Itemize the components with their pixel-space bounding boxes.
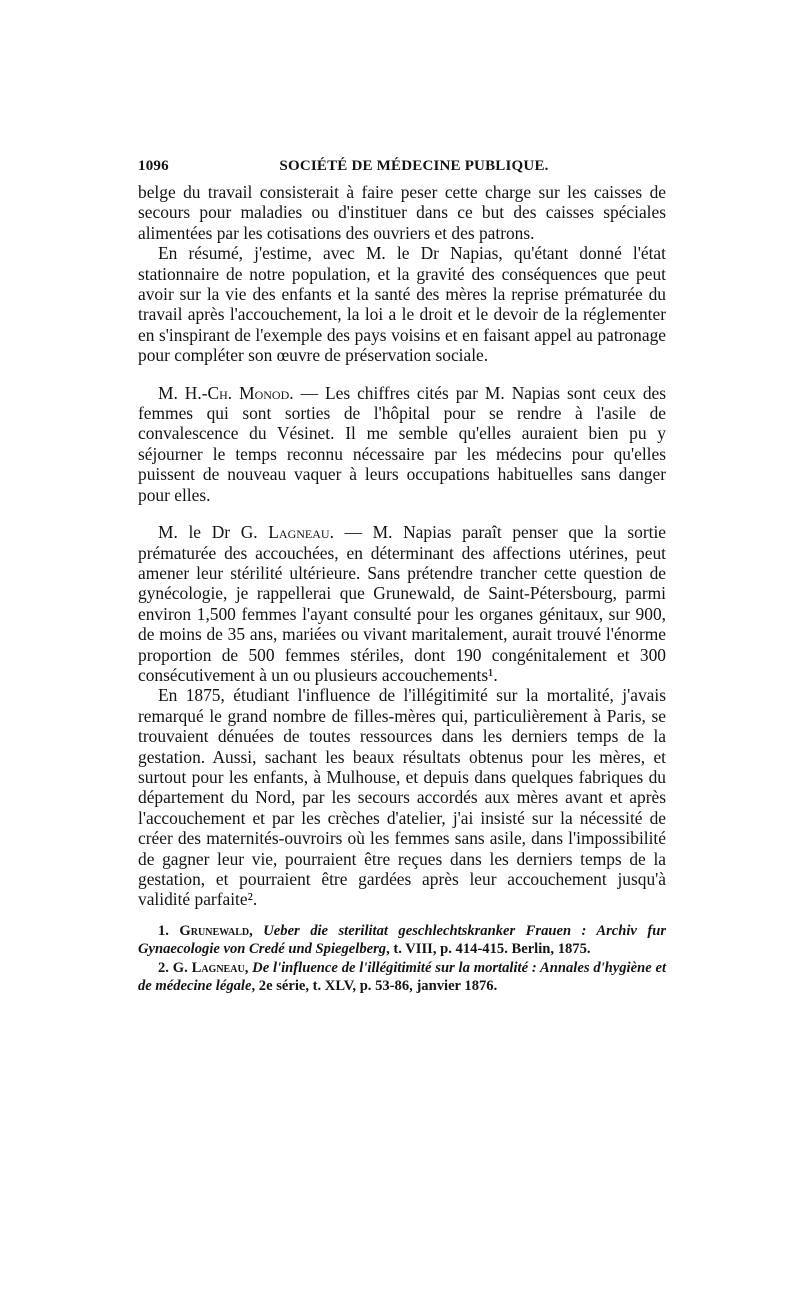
- speaker-prefix: M. le Dr G.: [158, 522, 269, 543]
- running-title: SOCIÉTÉ DE MÉDECINE PUBLIQUE.: [279, 158, 549, 174]
- paragraph-lagneau: [138, 522, 666, 685]
- footnote-1: [138, 923, 666, 959]
- body-text: [138, 182, 666, 910]
- footnote-reference: , t. VIII, p. 414-415. Berlin, 1875.: [386, 940, 591, 957]
- paragraph-text: — M. Napias paraît penser que la sortie prématurée des accouchées, en déterminant des affections utérines, peut amener leur stérilité ultérieure. Sans prétendre trancher cette question de gynécologie, je rappellerai que Grunewald, de Saint-Pétersbourg, parmi environ 1,500 femmes l'ayant consulté pour les organes génitaux, sur 900, de moins de 35 ans, mariées ou vivant maritalement, aurait trouvé l'énorme proportion de 500 femmes stériles, dont 190 congénitalement et 300 consécutivement à un ou plusieurs accouchements¹.: [138, 522, 666, 685]
- paragraph-text: — Les chiffres cités par M. Napias sont ceux des femmes qui sont sorties de l'hôpital pour se rendre à l'asile de convalescence du Vésinet. Il me semble qu'elles auraient bien pu y séjourner le temps reconnu nécessaire par les médecins pour qu'elles puissent de nouveau vaquer à leurs occupations habituelles sans danger pour elles.: [138, 382, 666, 505]
- page-number: 1096: [138, 158, 169, 174]
- footnote-separator: ,: [244, 960, 253, 977]
- running-header: [138, 158, 666, 182]
- paragraph-1875: En 1875, étudiant l'influence de l'illégitimité sur la mortalité, j'avais remarqué le grand nombre de filles-mères qui, particulièrement à Paris, se trouvaient dénuées de toutes ressources dans les derniers temps de la gestation. Aussi, sachant les beaux résultats obtenus pour les mères, et surtout pour les enfants, à Mulhouse, et depuis dans quelques fabriques du département du Nord, par les secours accordés aux mères avant et après l'accouchement et par les crèches d'atelier, j'ai insisté sur la nécessité de créer des maternités-ouvroirs où les femmes sans asile, dans l'impossibilité de gagner leur vie, pourraient être reçues dans les derniers temps de la gestation, et pourraient être gardées après leur accouchement jusqu'à validité parfaite².: [138, 685, 666, 910]
- speaker-name: M. H.-Ch. Monod.: [158, 382, 294, 403]
- footnote-number: 1.: [158, 922, 180, 939]
- footnote-number: 2.: [158, 960, 173, 977]
- speaker-name: Lagneau.: [268, 522, 334, 543]
- paragraph-continuation: belge du travail consisterait à faire peser cette charge sur les caisses de secours pour maladies ou d'instituer dans ce but des caisses spéciales alimentées par les cotisations des ouvriers et des patrons.: [138, 182, 666, 243]
- footnote-reference: , 2e série, t. XLV, p. 53-86, janvier 1876.: [251, 978, 498, 995]
- paragraph-resume: En résumé, j'estime, avec M. le Dr Napias, qu'étant donné l'état stationnaire de notre population, et la gravité des conséquences que peut avoir sur la vie des enfants et la santé des mères la reprise prématurée du travail après l'accouchement, la loi a le droit et le devoir de la réglementer en s'inspirant de l'exemple des pays voisins et en faisant appel au patronage pour compléter son œuvre de préservation sociale.: [138, 243, 666, 366]
- paragraph-monod: [138, 383, 666, 505]
- footnote-separator: ,: [249, 922, 264, 939]
- footnote-author: Grunewald: [179, 922, 250, 939]
- footnote-title: De l'influence de l'illégitimité sur la mortalité : Annales d'hygiène et de médecine légale: [138, 960, 667, 995]
- footnote-author: G. Lagneau: [172, 960, 245, 977]
- footnotes: [138, 923, 666, 996]
- footnote-2: [138, 960, 666, 996]
- document-page: [138, 158, 666, 998]
- footnote-title: Ueber die sterilitat geschlechtskranker Frauen : Archiv fur Gynaecologie von Credé und Spiegelberg: [138, 922, 667, 957]
